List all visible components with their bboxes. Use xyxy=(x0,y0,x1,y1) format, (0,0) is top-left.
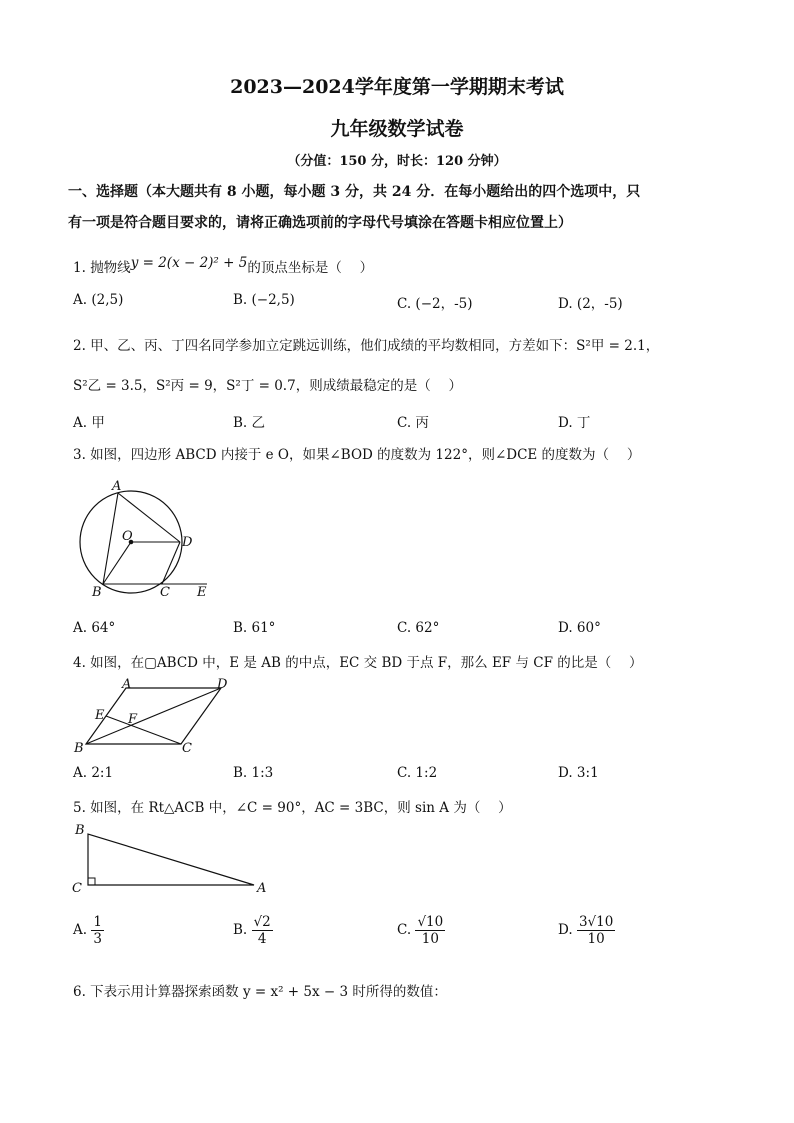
q3-text: 3. 如图，四边形 ABCD 内接于 e O，如果∠BOD 的度数为 122°，则∠DCE 的度数为（ ） xyxy=(73,447,641,463)
q3-label-e: E xyxy=(197,585,207,600)
q5-label-b: B xyxy=(75,823,85,838)
q5-option-a-fraction xyxy=(91,914,104,947)
q2-line1: 2. 甲、乙、丙、丁四名同学参加立定跳远训练，他们成绩的平均数相同，方差如下：S²甲 = 2.1， xyxy=(73,338,660,354)
q5-triangle xyxy=(88,834,254,885)
section-heading-line2: 有一项是符合题目要求的，请将正确选项前的字母代号填涂在答题卡相应位置上） xyxy=(68,215,572,231)
q5-option-c xyxy=(397,914,445,947)
q3-option-d: D. 60° xyxy=(558,620,601,636)
q4-parallelogram-figure xyxy=(70,676,240,760)
q5-option-b-den: 4 xyxy=(257,931,267,947)
q3-label-d: D xyxy=(182,535,193,550)
q4-label-e: E xyxy=(95,708,105,723)
q5-option-c-num: √10 xyxy=(417,914,444,930)
q3-label-c: C xyxy=(160,585,170,600)
q6-text: 6. 下表示用计算器探索函数 y = x² + 5x − 3 时所得的数值： xyxy=(73,984,447,1000)
q5-option-d-num: 3√10 xyxy=(578,914,614,930)
q5-option-b-letter: B. xyxy=(233,922,248,938)
q3-circle-figure xyxy=(72,478,222,600)
q1-number: 1. xyxy=(73,260,86,276)
q4-label-c: C xyxy=(182,741,192,756)
q4-label-d: D xyxy=(217,677,228,692)
q5-option-c-letter: C. xyxy=(397,922,412,938)
q3-option-a: A. 64° xyxy=(73,620,116,636)
q5-option-a-den: 3 xyxy=(93,931,102,947)
q4-text: 4. 如图，在▢ABCD 中，E 是 AB 的中点，EC 交 BD 于点 F，那么 EF 与 CF 的比是（ ） xyxy=(73,655,643,671)
q1-pre: 抛物线 xyxy=(90,260,131,276)
exam-title: 2023—2024学年度第一学期期末考试 xyxy=(230,76,564,98)
q5-option-a xyxy=(73,914,104,947)
q5-option-b xyxy=(233,914,273,947)
exam-meta: （分值：150 分，时长：120 分钟） xyxy=(287,154,507,169)
q3-option-c: C. 62° xyxy=(397,620,440,636)
q5-option-d-den: 10 xyxy=(587,931,605,947)
q5-option-a-letter: A. xyxy=(73,922,88,938)
q5-text: 5. 如图，在 Rt△ACB 中，∠C = 90°，AC = 3BC，则 sin A 为（ ） xyxy=(73,800,512,816)
q3-line-bo xyxy=(103,542,131,584)
q4-option-c: C. 1:2 xyxy=(397,765,438,781)
q5-option-d-fraction xyxy=(577,914,615,947)
q4-label-f: F xyxy=(128,712,138,727)
q5-option-d xyxy=(558,914,615,947)
q3-option-b: B. 61° xyxy=(233,620,276,636)
q5-triangle-figure xyxy=(68,820,278,898)
q2-option-c: C. 丙 xyxy=(397,415,429,431)
q4-option-a: A. 2:1 xyxy=(73,765,114,781)
q1-option-b: B. (−2,5) xyxy=(233,292,295,308)
q3-label-a: A xyxy=(112,479,122,494)
q5-label-a: A xyxy=(257,881,267,896)
q4-option-b: B. 1:3 xyxy=(233,765,274,781)
q5-option-d-letter: D. xyxy=(558,922,573,938)
q2-option-a: A. 甲 xyxy=(73,415,105,431)
q5-option-c-den: 10 xyxy=(421,931,439,947)
q2-line2: S²乙 = 3.5，S²丙 = 9，S²丁 = 0.7，则成绩最稳定的是（ ） xyxy=(73,378,462,394)
q1-formula: y = 2(x − 2)² + 5 xyxy=(130,255,248,271)
q4-label-a: A xyxy=(122,677,132,692)
q5-option-b-fraction xyxy=(252,914,273,947)
q1-option-a: A. (2,5) xyxy=(73,292,124,308)
q5-right-angle-mark xyxy=(88,878,95,885)
q2-option-b: B. 乙 xyxy=(233,415,266,431)
section-heading-line1: 一、选择题（本大题共有 8 小题，每小题 3 分，共 24 分．在每小题给出的四个选项中，只 xyxy=(68,184,641,200)
q1-option-d: D. (2，-5) xyxy=(558,296,623,312)
q3-label-o: O xyxy=(122,529,133,544)
q1-post: 的顶点坐标是（ ） xyxy=(247,260,374,276)
q5-option-a-num: 1 xyxy=(93,914,102,930)
question-1 xyxy=(73,256,373,276)
q2-option-d: D. 丁 xyxy=(558,415,591,431)
q3-line-ba xyxy=(103,493,118,584)
q4-label-b: B xyxy=(74,741,84,756)
exam-subtitle: 九年级数学试卷 xyxy=(330,118,464,140)
q5-label-c: C xyxy=(72,881,82,896)
q5-option-b-num: √2 xyxy=(253,914,271,930)
q1-option-c: C. (−2，-5) xyxy=(397,296,473,312)
q4-option-d: D. 3:1 xyxy=(558,765,599,781)
q5-option-c-fraction xyxy=(415,914,445,947)
q3-label-b: B xyxy=(92,585,102,600)
